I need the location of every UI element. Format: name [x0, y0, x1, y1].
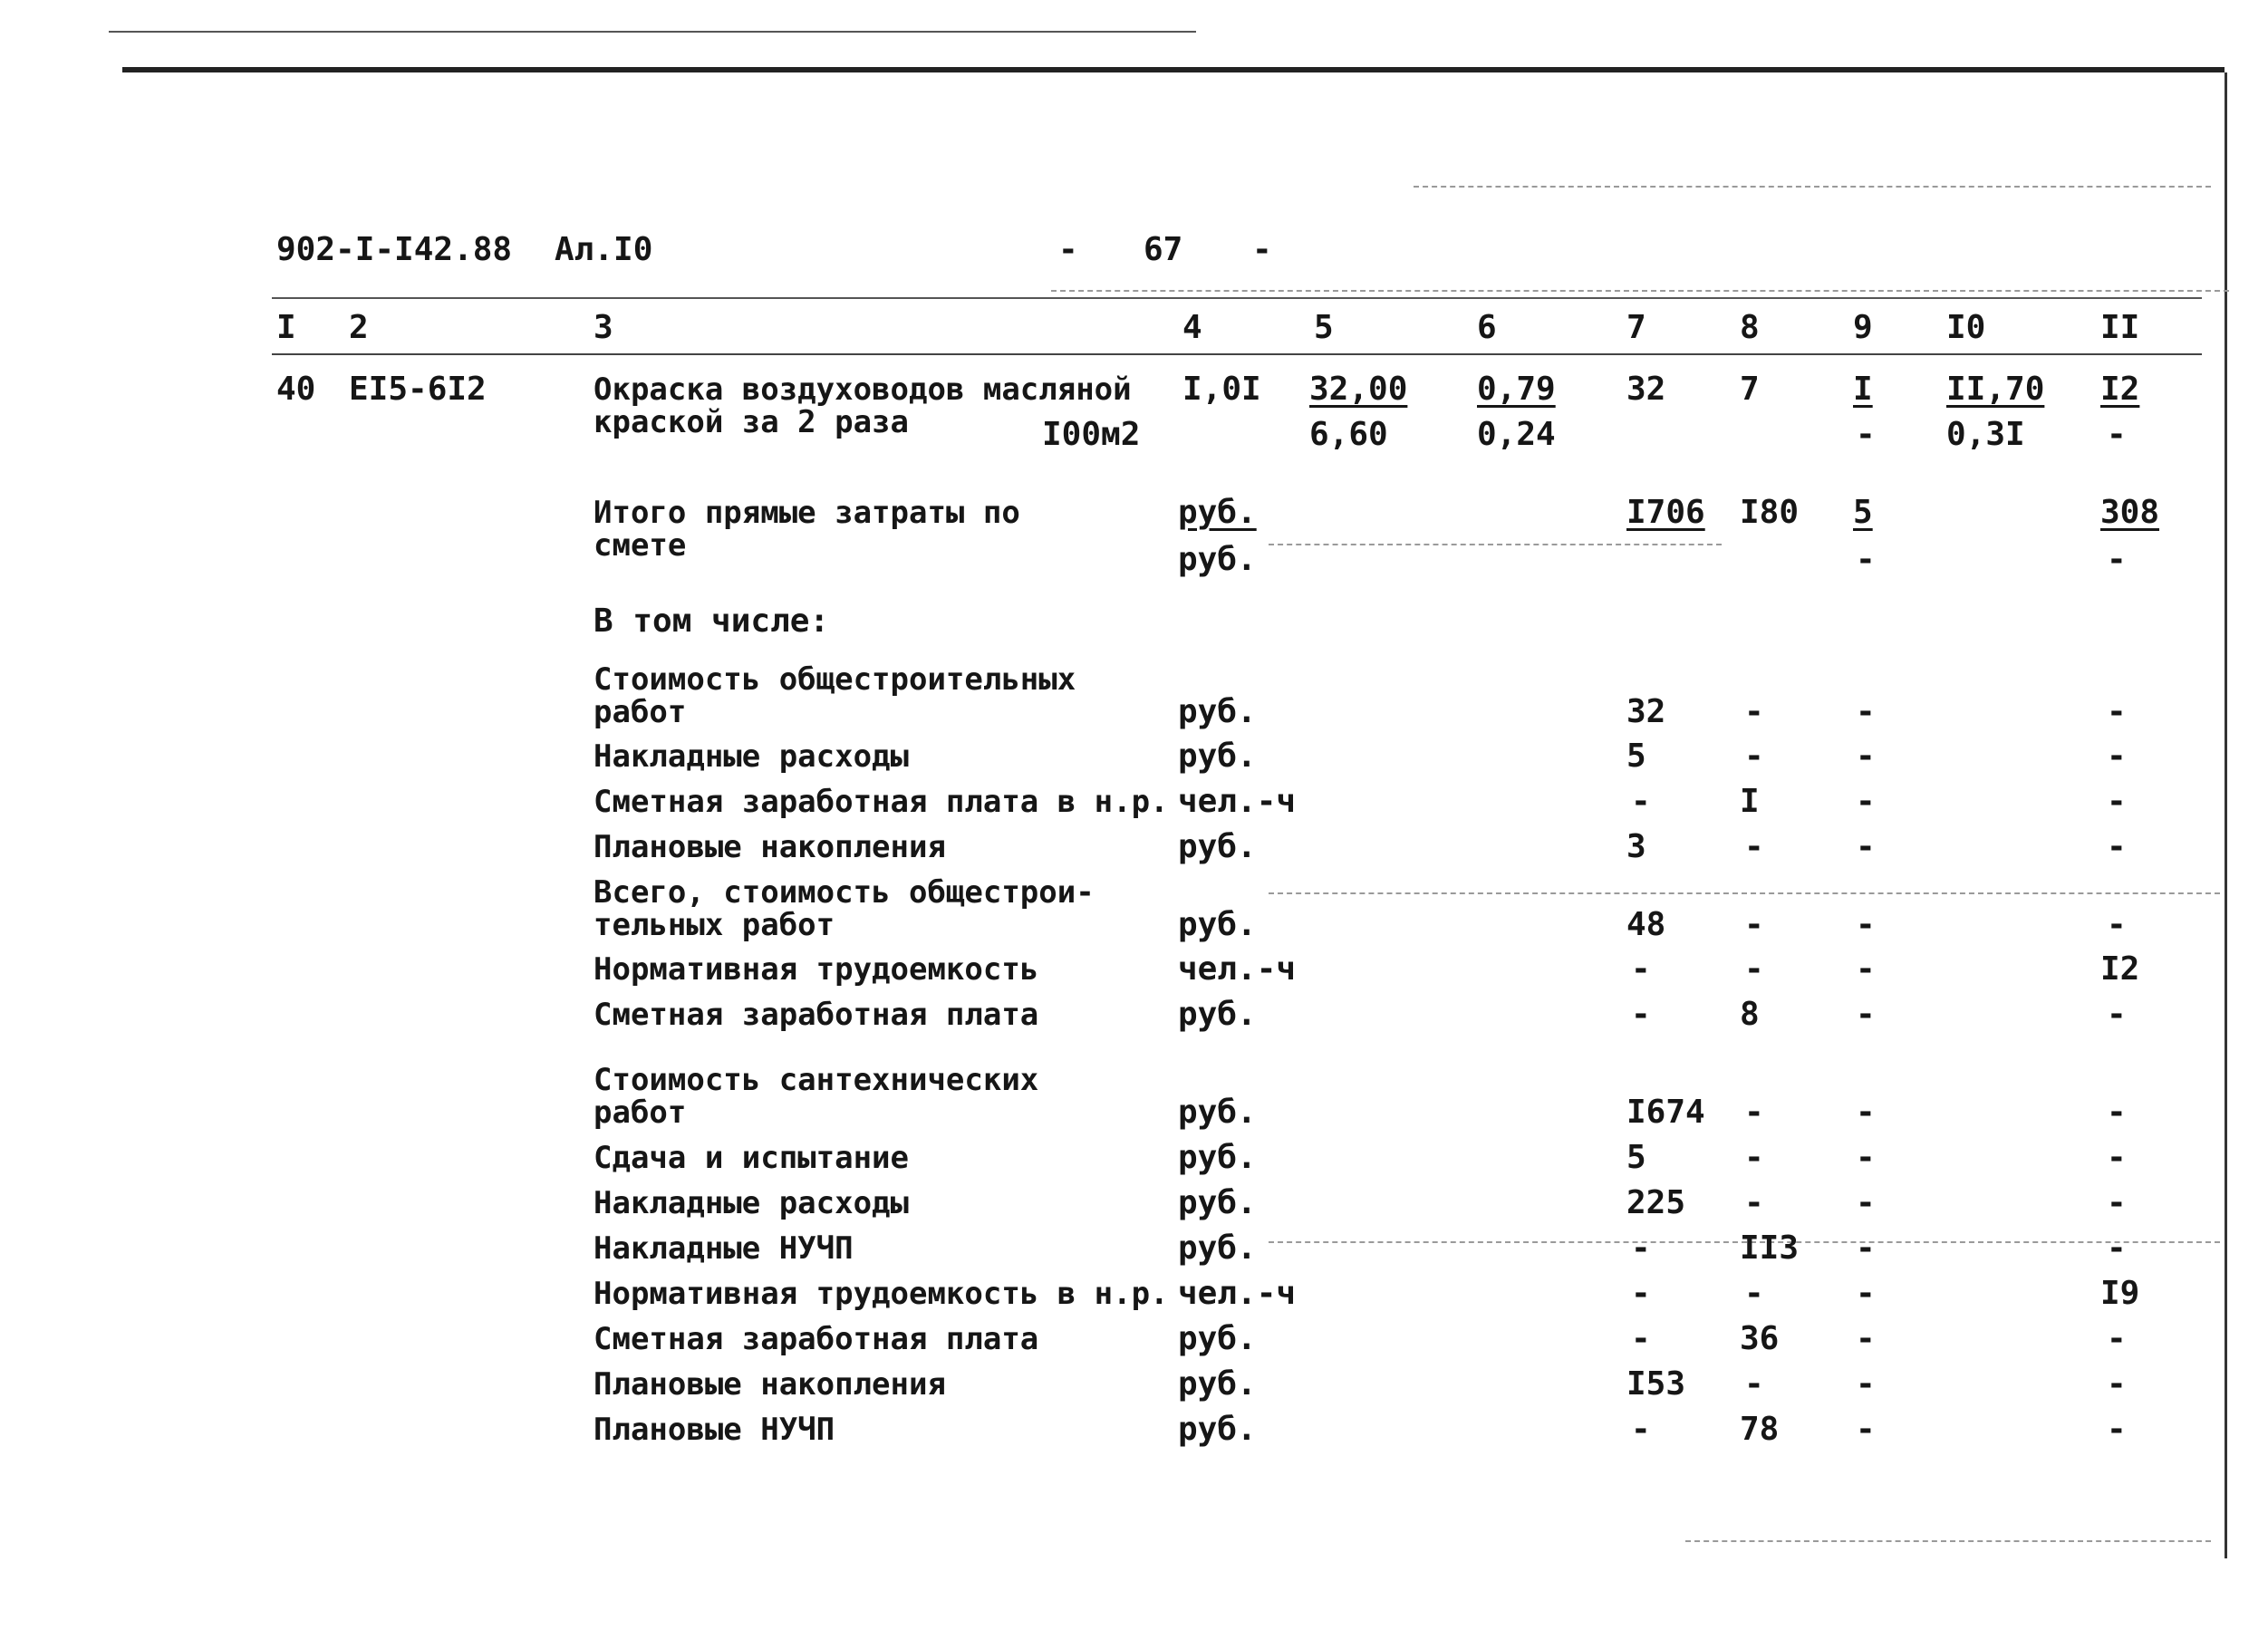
row-c7: -: [1631, 1320, 1651, 1357]
row-label: Всего, стоимость общестрои-: [594, 874, 1095, 911]
row-label: Сдача и испытание: [594, 1140, 909, 1176]
page-dash-left: -: [1058, 231, 1078, 268]
main-c5-top: 32,00: [1309, 371, 1408, 408]
main-c10-bottom: 0,3I: [1946, 416, 2025, 453]
row-c11: I2: [2100, 950, 2140, 988]
row-c7: -: [1631, 950, 1651, 988]
row-c8: -: [1744, 1184, 1764, 1221]
total-c7: I706: [1626, 494, 1705, 531]
row-c8: -: [1744, 1094, 1764, 1131]
row-c8: -: [1744, 828, 1764, 865]
main-c11-bottom: -: [2107, 416, 2127, 453]
total-c11: 308: [2100, 494, 2160, 531]
total-unit-2: руб.: [1178, 541, 1257, 578]
main-name-line1: Окраска воздуховодов масляной: [594, 371, 1132, 408]
row-c9: -: [1856, 738, 1876, 775]
row-unit: руб.: [1178, 906, 1257, 943]
subheading: В том числе:: [594, 603, 830, 640]
header-underline: [272, 297, 2202, 299]
total-c9-b: -: [1856, 541, 1876, 578]
row-label: Сметная заработная плата: [594, 997, 1039, 1033]
row-c11: -: [2107, 783, 2127, 820]
row-unit: руб.: [1178, 1365, 1257, 1403]
row-c9: -: [1856, 1411, 1876, 1448]
row-c9: -: [1856, 828, 1876, 865]
column-number: 6: [1477, 309, 1497, 346]
row-c9: -: [1856, 1275, 1876, 1312]
page-number: 67: [1144, 231, 1183, 268]
row-c9: -: [1856, 783, 1876, 820]
row-c8: -: [1744, 1365, 1764, 1403]
row-label: Плановые накопления: [594, 829, 946, 865]
main-c8: 7: [1740, 371, 1760, 408]
row-label: Накладные НУЧП: [594, 1230, 854, 1267]
row-c9: -: [1856, 1139, 1876, 1176]
column-number: 4: [1182, 309, 1202, 346]
row-c7: I53: [1626, 1365, 1686, 1403]
row-c11: -: [2107, 1365, 2127, 1403]
row-c9: -: [1856, 1094, 1876, 1131]
row-c8: I: [1740, 783, 1760, 820]
row-unit: чел.-ч: [1178, 950, 1297, 988]
row-unit: руб.: [1178, 1320, 1257, 1357]
row-unit: руб.: [1178, 1230, 1257, 1267]
row-unit: руб.: [1178, 1094, 1257, 1131]
column-number: 8: [1740, 309, 1760, 346]
row-c7: -: [1631, 783, 1651, 820]
main-c6-bottom: 0,24: [1477, 416, 1556, 453]
main-c10-top: II,70: [1946, 371, 2045, 408]
row-c9: -: [1856, 1230, 1876, 1267]
row-c7: 225: [1626, 1184, 1686, 1221]
main-c9-bottom: -: [1856, 416, 1876, 453]
row-c11: -: [2107, 828, 2127, 865]
doc-code: 902-I-I42.88: [276, 231, 513, 268]
total-c11-b: -: [2107, 541, 2127, 578]
scan-artifact-5: [1685, 1540, 2211, 1542]
row-c9: -: [1856, 996, 1876, 1033]
total-c8: I80: [1740, 494, 1800, 531]
main-pos: 40: [276, 371, 316, 408]
row-c7: -: [1631, 996, 1651, 1033]
row-c7: 48: [1626, 906, 1666, 943]
column-number: 7: [1626, 309, 1646, 346]
row-c9: -: [1856, 950, 1876, 988]
column-number: 3: [594, 309, 613, 346]
row-unit: руб.: [1178, 828, 1257, 865]
row-label: Накладные расходы: [594, 738, 909, 775]
total-unit-1: руб.: [1178, 494, 1257, 531]
row-c11: -: [2107, 1320, 2127, 1357]
row-c11: -: [2107, 996, 2127, 1033]
row-c7: -: [1631, 1411, 1651, 1448]
row-c11: -: [2107, 906, 2127, 943]
row-unit: руб.: [1178, 1139, 1257, 1176]
column-number: 9: [1853, 309, 1873, 346]
row-c9: -: [1856, 1184, 1876, 1221]
main-c7: 32: [1626, 371, 1666, 408]
total-label-line2: смете: [594, 527, 687, 564]
row-unit: руб.: [1178, 1184, 1257, 1221]
top-border-rule: [122, 67, 2225, 72]
row-label-line2: работ: [594, 1095, 687, 1131]
row-label: Стоимость общестроительных: [594, 661, 1076, 698]
right-border-line: [2225, 72, 2227, 1558]
row-label: Плановые НУЧП: [594, 1412, 835, 1448]
row-c11: -: [2107, 1094, 2127, 1131]
sheet-label: Ал.I0: [555, 231, 653, 268]
row-c8: II3: [1740, 1230, 1800, 1267]
row-c11: -: [2107, 738, 2127, 775]
row-c8: 36: [1740, 1320, 1780, 1357]
row-c11: -: [2107, 1184, 2127, 1221]
row-c7: 3: [1626, 828, 1646, 865]
row-unit: руб.: [1178, 1411, 1257, 1448]
column-header-rule: [272, 353, 2202, 355]
row-label: Стоимость сантехнических: [594, 1062, 1039, 1098]
row-unit: чел.-ч: [1178, 1275, 1297, 1312]
row-c11: -: [2107, 1230, 2127, 1267]
column-number: I0: [1946, 309, 1986, 346]
row-unit: чел.-ч: [1178, 783, 1297, 820]
main-code: ЕI5-6I2: [349, 371, 487, 408]
top-thin-rule: [109, 31, 1196, 33]
main-name-line2: краской за 2 раза: [594, 404, 909, 440]
page-dash-right: -: [1252, 231, 1272, 268]
row-label: Накладные расходы: [594, 1185, 909, 1221]
row-c9: -: [1856, 906, 1876, 943]
main-c9-top: I: [1853, 371, 1873, 408]
column-number: 5: [1314, 309, 1334, 346]
row-c8: -: [1744, 693, 1764, 730]
main-c6-top: 0,79: [1477, 371, 1556, 408]
total-c9: 5: [1853, 494, 1873, 531]
column-number: 2: [349, 309, 369, 346]
row-c9: -: [1856, 693, 1876, 730]
main-c11-top: I2: [2100, 371, 2140, 408]
row-label-line2: тельных работ: [594, 907, 835, 943]
main-c4: I,0I: [1182, 371, 1261, 408]
row-unit: руб.: [1178, 996, 1257, 1033]
row-unit: руб.: [1178, 738, 1257, 775]
row-c11: -: [2107, 693, 2127, 730]
row-c11: I9: [2100, 1275, 2140, 1312]
main-unit: I00м2: [1042, 416, 1141, 453]
scan-artifact-1: [1414, 186, 2211, 188]
row-c11: -: [2107, 1139, 2127, 1176]
row-label: Нормативная трудоемкость: [594, 951, 1039, 988]
row-c7: 5: [1626, 738, 1646, 775]
column-number: I: [276, 309, 296, 346]
row-c7: -: [1631, 1275, 1651, 1312]
row-c9: -: [1856, 1320, 1876, 1357]
row-c8: -: [1744, 906, 1764, 943]
row-c9: -: [1856, 1365, 1876, 1403]
row-label: Плановые накопления: [594, 1366, 946, 1403]
row-c8: -: [1744, 1139, 1764, 1176]
row-c8: 8: [1740, 996, 1760, 1033]
scan-artifact-6: [1269, 892, 2220, 894]
row-c7: -: [1631, 1230, 1651, 1267]
main-c5-bottom: 6,60: [1309, 416, 1388, 453]
row-c7: 32: [1626, 693, 1666, 730]
scan-artifact-3: [1269, 544, 1722, 545]
row-label: Нормативная трудоемкость в н.р.: [594, 1276, 1169, 1312]
row-label: Сметная заработная плата в н.р.: [594, 784, 1169, 820]
row-label-line2: работ: [594, 694, 687, 730]
row-c8: -: [1744, 950, 1764, 988]
column-number: II: [2100, 309, 2140, 346]
row-c8: 78: [1740, 1411, 1780, 1448]
scan-artifact-2: [1051, 290, 2229, 292]
row-c7: I674: [1626, 1094, 1705, 1131]
row-c7: 5: [1626, 1139, 1646, 1176]
row-c11: -: [2107, 1411, 2127, 1448]
total-label-line1: Итого прямые затраты по: [594, 495, 1020, 531]
row-unit: руб.: [1178, 693, 1257, 730]
row-label: Сметная заработная плата: [594, 1321, 1039, 1357]
row-c8: -: [1744, 1275, 1764, 1312]
row-c8: -: [1744, 738, 1764, 775]
